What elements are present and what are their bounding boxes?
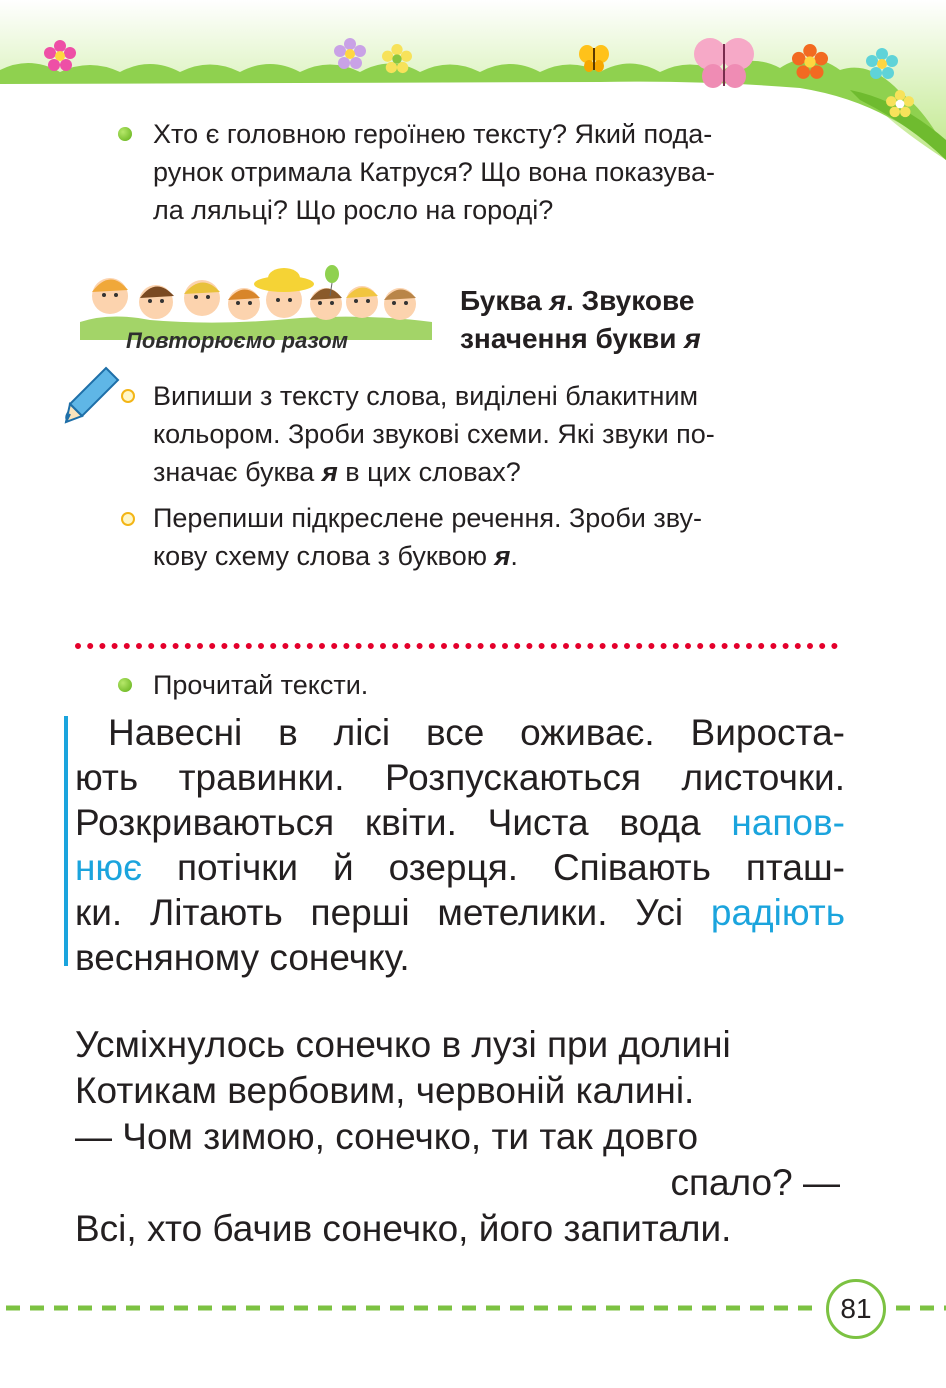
section-title: [460, 282, 800, 358]
story-line-text: потічки й озерця. Співають пташ-: [142, 847, 845, 888]
flower-icon: [44, 40, 76, 72]
poem-line: — Чом зимою, сонечко, ти так довго: [75, 1116, 699, 1157]
footer-dashed-line: [0, 1303, 946, 1313]
page-number: 81: [826, 1279, 886, 1339]
poem-line: Усміхнулось сонечко в лузі при долині: [75, 1024, 731, 1065]
story-line: [75, 890, 845, 935]
story-line-text: ки. Літають перші метелики. Усі: [75, 892, 711, 933]
read-prompt: Прочитай тексти.: [153, 670, 369, 700]
poem-line: Всі, хто бачив сонечко, його запитали.: [75, 1208, 732, 1249]
review-badge-label: Повторюємо разом: [126, 328, 348, 353]
section-title-part: значення букви: [460, 323, 685, 354]
section-title-part: Буква: [460, 285, 550, 316]
story-line: [75, 710, 845, 755]
task-letter: я: [494, 541, 511, 571]
story-line: [75, 800, 845, 845]
highlighted-word: нює: [75, 847, 143, 888]
butterfly-icon: [692, 36, 756, 90]
task-line: Перепиши підкреслене речення. Зроби зву-: [153, 503, 702, 533]
task-letter: я: [321, 457, 338, 487]
flower-icon: [382, 44, 412, 74]
questions-line: ла ляльці? Що росло на городі?: [153, 195, 554, 225]
flower-icon: [792, 44, 828, 80]
section-title-part: . Звукове: [566, 285, 695, 316]
bullet-icon: [121, 389, 135, 403]
flower-icon: [866, 48, 898, 80]
task-line-part: кову схему слова з буквою: [153, 541, 495, 571]
section-title-letter: я: [549, 285, 567, 316]
story-text: [75, 710, 845, 980]
section-title-letter: я: [684, 323, 701, 354]
story-line-text: весняному сонечку.: [75, 937, 410, 978]
story-line: [75, 935, 845, 980]
task-line-part: значає буква: [153, 457, 322, 487]
bullet-icon: [118, 678, 132, 692]
flower-icon: [334, 38, 366, 70]
butterfly-icon: [578, 42, 610, 74]
poem: [75, 1022, 840, 1252]
flower-icon: [886, 90, 914, 118]
poem-line: спало? —: [670, 1162, 840, 1203]
task-text: [153, 499, 843, 575]
questions-line: Хто є головною героїнею тексту? Який пода-: [153, 119, 713, 149]
task-line-part: в цих словах?: [337, 457, 521, 487]
story-line-text: ють травинки. Розпускаються листочки.: [75, 757, 845, 798]
dotted-separator: [74, 640, 844, 652]
task-text: [153, 377, 843, 491]
pen-icon: [62, 364, 122, 424]
task-line: кольором. Зроби звукові схеми. Які звуки по-: [153, 419, 715, 449]
bullet-icon: [118, 127, 132, 141]
questions-text: [153, 115, 843, 229]
poem-line: Котикам вербовим, червоній калині.: [75, 1070, 695, 1111]
story-line-text: Розкриваються квіти. Чиста вода: [75, 802, 732, 843]
task-line: Випиши з тексту слова, виділені блакитним: [153, 381, 699, 411]
highlighted-word: напов-: [731, 802, 845, 843]
story-bar: [64, 716, 68, 966]
highlighted-word: радіють: [710, 892, 845, 933]
story-line: [75, 845, 845, 890]
bullet-icon: [121, 512, 135, 526]
questions-line: рунок отримала Катруся? Що вона показува-: [153, 157, 715, 187]
task-line-part: .: [510, 541, 518, 571]
story-line-text: Навесні в лісі все оживає. Вироста-: [108, 712, 845, 753]
story-line: [75, 755, 845, 800]
